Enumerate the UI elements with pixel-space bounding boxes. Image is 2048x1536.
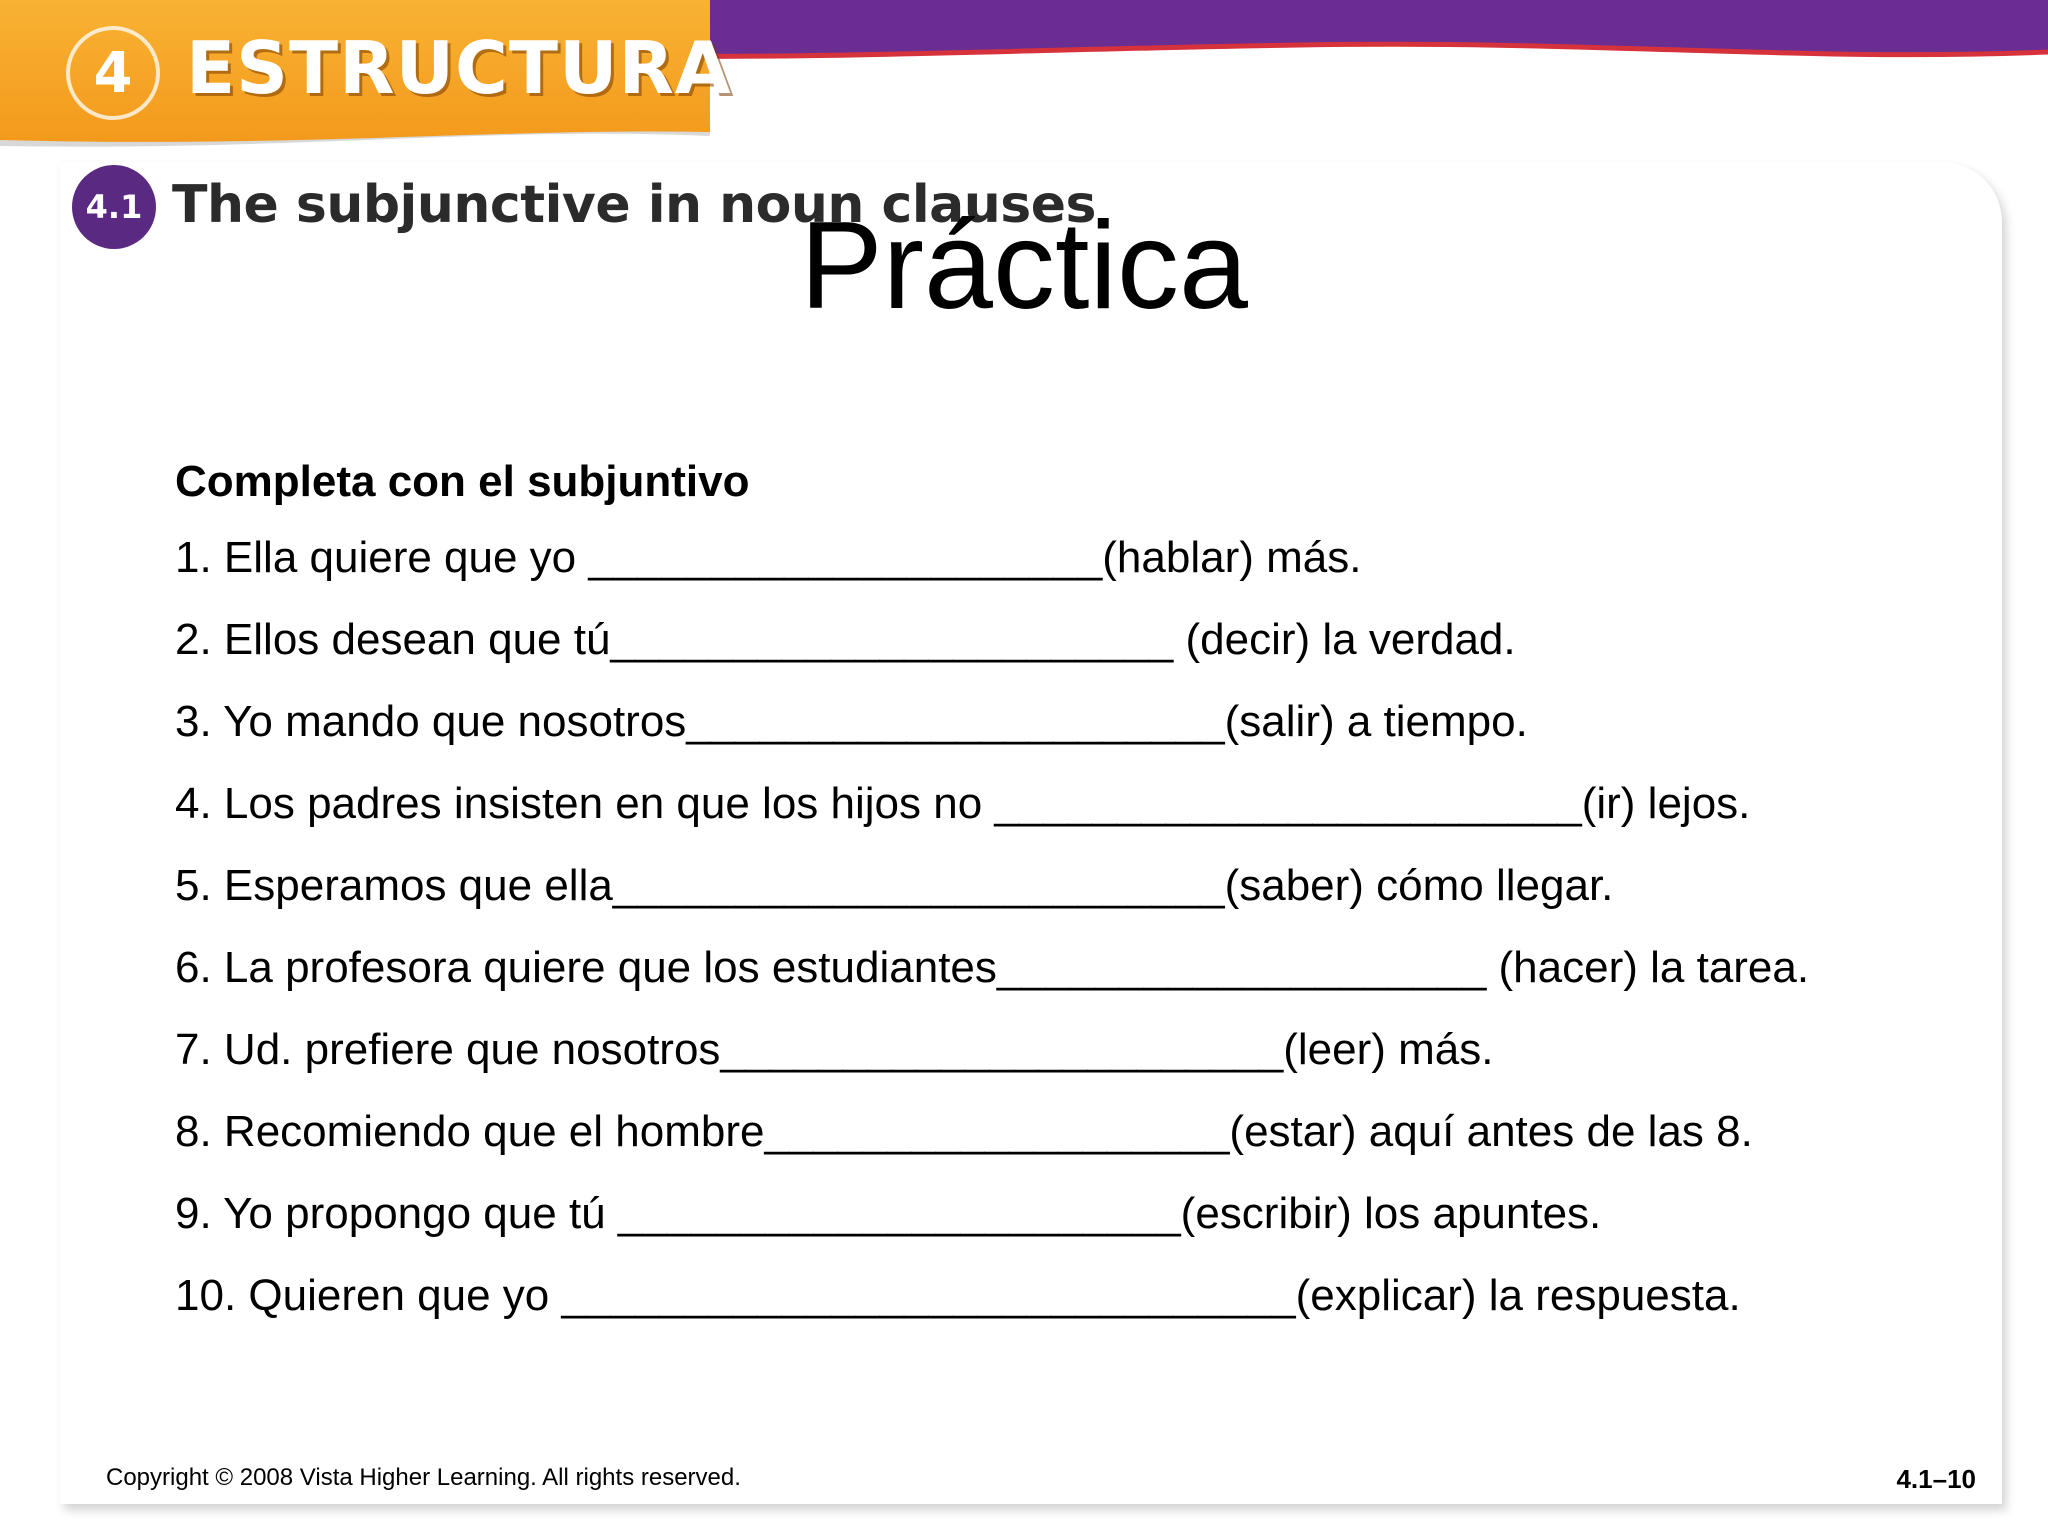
exercise-item: 2. Ellos desean que tú_______________________ (decir) la verdad.: [175, 615, 1516, 664]
exercise-item: 8. Recomiendo que el hombre___________________(estar) aquí antes de las 8.: [175, 1107, 1753, 1156]
copyright-notice: Copyright © 2008 Vista Higher Learning. All rights reserved.: [106, 1464, 741, 1491]
exercise-item: 9. Yo propongo que tú _______________________(escribir) los apuntes.: [175, 1189, 1602, 1238]
exercise-item: 10. Quieren que yo ______________________________(explicar) la respuesta.: [175, 1271, 1741, 1320]
exercise-item: 1. Ella quiere que yo _____________________(hablar) más.: [175, 533, 1362, 582]
slide-number: 4.1–10: [1896, 1464, 1976, 1494]
exercise-item: 4. Los padres insisten en que los hijos no ________________________(ir) lejos.: [175, 779, 1751, 828]
exercise-item: 6. La profesora quiere que los estudiantes____________________ (hacer) la tarea.: [175, 943, 1810, 992]
chapter-number: 4: [93, 40, 133, 106]
chapter-title: ESTRUCTURA: [186, 26, 732, 110]
slide-title: Práctica: [800, 197, 1248, 335]
instructions: Completa con el subjuntivo: [175, 457, 750, 506]
exercise-item: 7. Ud. prefiere que nosotros_______________________(leer) más.: [175, 1025, 1494, 1074]
exercise-item: 3. Yo mando que nosotros______________________(salir) a tiempo.: [175, 697, 1528, 746]
exercise-item: 5. Esperamos que ella_________________________(saber) cómo llegar.: [175, 861, 1614, 910]
header-purple-band: [600, 0, 2048, 56]
section-number: 4.1: [85, 188, 143, 226]
exercise-list: [175, 528, 1995, 1348]
section-title: The subjunctive in noun clauses: [172, 175, 1096, 235]
chapter-number-badge: [66, 26, 160, 120]
